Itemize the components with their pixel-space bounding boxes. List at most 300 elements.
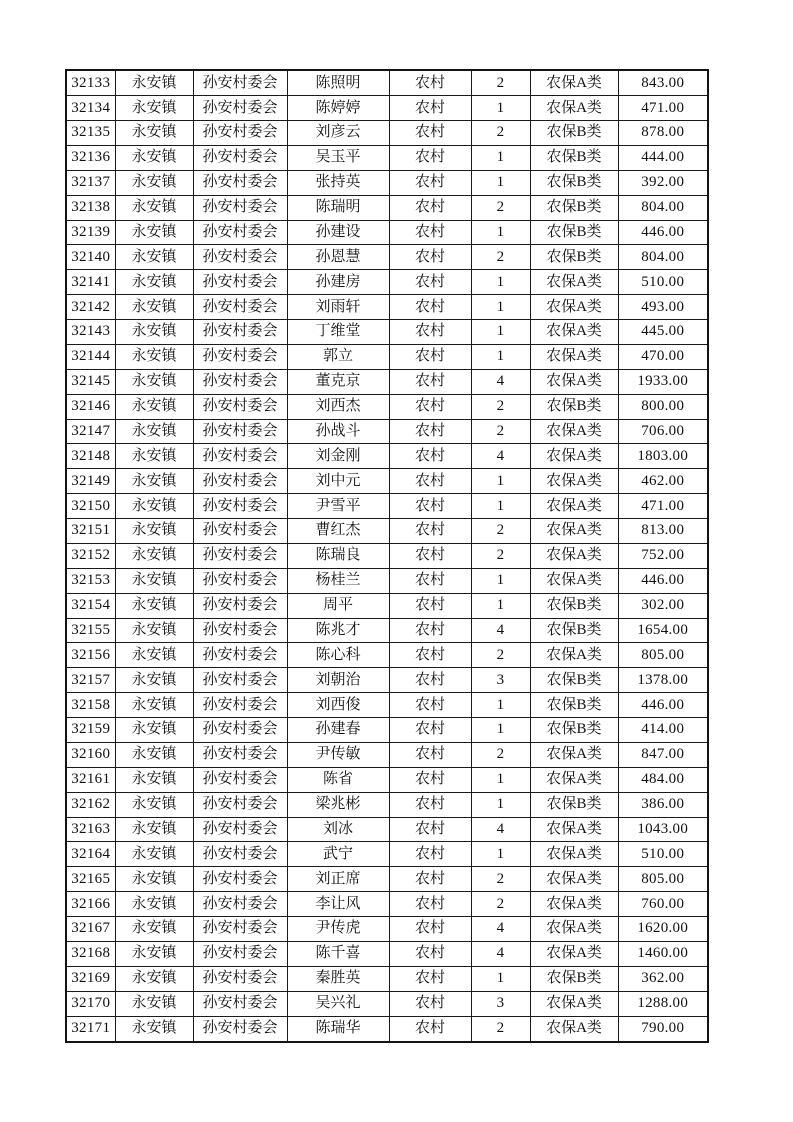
- cell-amount: 1803.00: [618, 444, 708, 469]
- cell-amount: 800.00: [618, 394, 708, 419]
- cell-person-count: 2: [471, 1016, 530, 1042]
- table-row: [66, 1016, 708, 1042]
- cell-record-id: 32154: [66, 593, 115, 618]
- cell-person-name: 周平: [287, 593, 389, 618]
- cell-record-id: 32168: [66, 941, 115, 966]
- cell-town: 永安镇: [115, 145, 193, 170]
- cell-insurance-category: 农保A类: [530, 419, 618, 444]
- cell-village-committee: 孙安村委会: [193, 270, 287, 295]
- cell-village-committee: 孙安村委会: [193, 96, 287, 121]
- cell-person-count: 1: [471, 966, 530, 991]
- cell-town: 永安镇: [115, 842, 193, 867]
- cell-record-id: 32133: [66, 70, 115, 96]
- cell-village-committee: 孙安村委会: [193, 867, 287, 892]
- cell-village-committee: 孙安村委会: [193, 643, 287, 668]
- cell-person-count: 1: [471, 693, 530, 718]
- table-row: [66, 941, 708, 966]
- cell-village-committee: 孙安村委会: [193, 742, 287, 767]
- cell-amount: 302.00: [618, 593, 708, 618]
- cell-residence-type: 农村: [389, 195, 471, 220]
- cell-person-name: 刘西杰: [287, 394, 389, 419]
- cell-town: 永安镇: [115, 917, 193, 942]
- cell-person-name: 陈省: [287, 767, 389, 792]
- cell-amount: 362.00: [618, 966, 708, 991]
- cell-amount: 462.00: [618, 469, 708, 494]
- cell-village-committee: 孙安村委会: [193, 344, 287, 369]
- cell-town: 永安镇: [115, 867, 193, 892]
- cell-person-count: 4: [471, 941, 530, 966]
- cell-person-count: 1: [471, 767, 530, 792]
- cell-insurance-category: 农保A类: [530, 494, 618, 519]
- cell-person-name: 孙建设: [287, 220, 389, 245]
- cell-record-id: 32136: [66, 145, 115, 170]
- cell-residence-type: 农村: [389, 991, 471, 1016]
- table-row: [66, 344, 708, 369]
- cell-town: 永安镇: [115, 245, 193, 270]
- cell-town: 永安镇: [115, 892, 193, 917]
- cell-person-count: 3: [471, 991, 530, 1016]
- cell-person-count: 1: [471, 320, 530, 345]
- cell-town: 永安镇: [115, 344, 193, 369]
- cell-village-committee: 孙安村委会: [193, 469, 287, 494]
- cell-residence-type: 农村: [389, 469, 471, 494]
- cell-residence-type: 农村: [389, 593, 471, 618]
- cell-town: 永安镇: [115, 70, 193, 96]
- table-row: [66, 991, 708, 1016]
- table-row: [66, 767, 708, 792]
- cell-person-count: 2: [471, 867, 530, 892]
- cell-insurance-category: 农保B类: [530, 593, 618, 618]
- cell-amount: 1378.00: [618, 668, 708, 693]
- cell-record-id: 32151: [66, 519, 115, 544]
- cell-insurance-category: 农保A类: [530, 270, 618, 295]
- cell-insurance-category: 农保A类: [530, 842, 618, 867]
- cell-town: 永安镇: [115, 220, 193, 245]
- cell-person-count: 2: [471, 195, 530, 220]
- cell-record-id: 32159: [66, 718, 115, 743]
- cell-insurance-category: 农保B类: [530, 220, 618, 245]
- cell-person-name: 陈心科: [287, 643, 389, 668]
- cell-record-id: 32158: [66, 693, 115, 718]
- cell-record-id: 32147: [66, 419, 115, 444]
- cell-insurance-category: 农保A类: [530, 568, 618, 593]
- cell-residence-type: 农村: [389, 320, 471, 345]
- cell-amount: 386.00: [618, 792, 708, 817]
- cell-village-committee: 孙安村委会: [193, 668, 287, 693]
- cell-town: 永安镇: [115, 668, 193, 693]
- cell-record-id: 32143: [66, 320, 115, 345]
- cell-village-committee: 孙安村委会: [193, 817, 287, 842]
- cell-person-name: 陈兆才: [287, 618, 389, 643]
- cell-person-count: 1: [471, 568, 530, 593]
- cell-amount: 471.00: [618, 494, 708, 519]
- cell-person-name: 陈婷婷: [287, 96, 389, 121]
- cell-village-committee: 孙安村委会: [193, 593, 287, 618]
- cell-village-committee: 孙安村委会: [193, 145, 287, 170]
- cell-amount: 470.00: [618, 344, 708, 369]
- cell-insurance-category: 农保A类: [530, 344, 618, 369]
- cell-town: 永安镇: [115, 618, 193, 643]
- cell-record-id: 32144: [66, 344, 115, 369]
- cell-village-committee: 孙安村委会: [193, 966, 287, 991]
- cell-residence-type: 农村: [389, 70, 471, 96]
- cell-town: 永安镇: [115, 121, 193, 146]
- cell-village-committee: 孙安村委会: [193, 892, 287, 917]
- table-row: [66, 693, 708, 718]
- cell-insurance-category: 农保A类: [530, 295, 618, 320]
- cell-village-committee: 孙安村委会: [193, 1016, 287, 1042]
- cell-amount: 813.00: [618, 519, 708, 544]
- cell-residence-type: 农村: [389, 618, 471, 643]
- cell-residence-type: 农村: [389, 543, 471, 568]
- cell-record-id: 32140: [66, 245, 115, 270]
- cell-amount: 510.00: [618, 270, 708, 295]
- cell-person-name: 刘雨轩: [287, 295, 389, 320]
- cell-village-committee: 孙安村委会: [193, 941, 287, 966]
- cell-village-committee: 孙安村委会: [193, 494, 287, 519]
- cell-town: 永安镇: [115, 519, 193, 544]
- table-row: [66, 917, 708, 942]
- cell-town: 永安镇: [115, 941, 193, 966]
- cell-amount: 1288.00: [618, 991, 708, 1016]
- cell-insurance-category: 农保A类: [530, 320, 618, 345]
- cell-town: 永安镇: [115, 369, 193, 394]
- cell-village-committee: 孙安村委会: [193, 245, 287, 270]
- cell-residence-type: 农村: [389, 718, 471, 743]
- cell-insurance-category: 农保B类: [530, 668, 618, 693]
- cell-residence-type: 农村: [389, 817, 471, 842]
- cell-insurance-category: 农保A类: [530, 70, 618, 96]
- cell-town: 永安镇: [115, 444, 193, 469]
- cell-residence-type: 农村: [389, 344, 471, 369]
- cell-person-count: 1: [471, 295, 530, 320]
- cell-village-committee: 孙安村委会: [193, 718, 287, 743]
- cell-amount: 790.00: [618, 1016, 708, 1042]
- cell-person-name: 秦胜英: [287, 966, 389, 991]
- cell-insurance-category: 农保A类: [530, 96, 618, 121]
- table-row: [66, 469, 708, 494]
- cell-residence-type: 农村: [389, 917, 471, 942]
- table-row: [66, 270, 708, 295]
- cell-insurance-category: 农保A类: [530, 742, 618, 767]
- cell-village-committee: 孙安村委会: [193, 195, 287, 220]
- cell-amount: 1933.00: [618, 369, 708, 394]
- cell-record-id: 32139: [66, 220, 115, 245]
- cell-person-name: 孙建房: [287, 270, 389, 295]
- cell-insurance-category: 农保B类: [530, 195, 618, 220]
- cell-person-count: 2: [471, 643, 530, 668]
- cell-person-count: 1: [471, 220, 530, 245]
- cell-person-name: 董克京: [287, 369, 389, 394]
- cell-person-count: 2: [471, 519, 530, 544]
- cell-person-count: 2: [471, 419, 530, 444]
- cell-town: 永安镇: [115, 568, 193, 593]
- cell-town: 永安镇: [115, 593, 193, 618]
- cell-record-id: 32135: [66, 121, 115, 146]
- table-row: [66, 70, 708, 96]
- cell-insurance-category: 农保B类: [530, 718, 618, 743]
- cell-insurance-category: 农保B类: [530, 618, 618, 643]
- cell-insurance-category: 农保A类: [530, 543, 618, 568]
- cell-person-name: 刘正席: [287, 867, 389, 892]
- table-row: [66, 842, 708, 867]
- cell-person-count: 1: [471, 96, 530, 121]
- cell-amount: 805.00: [618, 643, 708, 668]
- cell-person-name: 李让风: [287, 892, 389, 917]
- cell-record-id: 32153: [66, 568, 115, 593]
- cell-record-id: 32170: [66, 991, 115, 1016]
- cell-town: 永安镇: [115, 469, 193, 494]
- table-row: [66, 742, 708, 767]
- cell-person-count: 1: [471, 842, 530, 867]
- cell-record-id: 32145: [66, 369, 115, 394]
- cell-insurance-category: 农保A类: [530, 519, 618, 544]
- cell-residence-type: 农村: [389, 767, 471, 792]
- table-row: [66, 170, 708, 195]
- cell-town: 永安镇: [115, 1016, 193, 1042]
- cell-insurance-category: 农保B类: [530, 170, 618, 195]
- cell-amount: 444.00: [618, 145, 708, 170]
- cell-village-committee: 孙安村委会: [193, 170, 287, 195]
- cell-insurance-category: 农保A类: [530, 444, 618, 469]
- cell-residence-type: 农村: [389, 419, 471, 444]
- cell-record-id: 32134: [66, 96, 115, 121]
- cell-residence-type: 农村: [389, 494, 471, 519]
- cell-record-id: 32152: [66, 543, 115, 568]
- cell-person-count: 1: [471, 344, 530, 369]
- table-row: [66, 419, 708, 444]
- cell-person-name: 孙战斗: [287, 419, 389, 444]
- cell-residence-type: 农村: [389, 145, 471, 170]
- cell-village-committee: 孙安村委会: [193, 842, 287, 867]
- cell-village-committee: 孙安村委会: [193, 568, 287, 593]
- cell-person-count: 3: [471, 668, 530, 693]
- cell-person-count: 2: [471, 543, 530, 568]
- cell-village-committee: 孙安村委会: [193, 519, 287, 544]
- cell-town: 永安镇: [115, 966, 193, 991]
- cell-amount: 804.00: [618, 195, 708, 220]
- cell-person-count: 2: [471, 70, 530, 96]
- cell-record-id: 32157: [66, 668, 115, 693]
- cell-person-count: 4: [471, 817, 530, 842]
- table-row: [66, 892, 708, 917]
- cell-amount: 878.00: [618, 121, 708, 146]
- cell-record-id: 32138: [66, 195, 115, 220]
- cell-person-count: 1: [471, 469, 530, 494]
- cell-amount: 446.00: [618, 568, 708, 593]
- cell-village-committee: 孙安村委会: [193, 369, 287, 394]
- cell-village-committee: 孙安村委会: [193, 618, 287, 643]
- table-row: [66, 121, 708, 146]
- cell-amount: 805.00: [618, 867, 708, 892]
- table-row: [66, 394, 708, 419]
- cell-person-name: 丁维堂: [287, 320, 389, 345]
- cell-village-committee: 孙安村委会: [193, 991, 287, 1016]
- table-row: [66, 792, 708, 817]
- cell-town: 永安镇: [115, 742, 193, 767]
- cell-insurance-category: 农保B类: [530, 245, 618, 270]
- cell-residence-type: 农村: [389, 96, 471, 121]
- cell-record-id: 32162: [66, 792, 115, 817]
- cell-record-id: 32148: [66, 444, 115, 469]
- cell-person-name: 刘朝治: [287, 668, 389, 693]
- cell-person-count: 2: [471, 394, 530, 419]
- cell-town: 永安镇: [115, 270, 193, 295]
- table-row: [66, 220, 708, 245]
- cell-residence-type: 农村: [389, 295, 471, 320]
- cell-residence-type: 农村: [389, 220, 471, 245]
- cell-insurance-category: 农保A类: [530, 941, 618, 966]
- table-row: [66, 817, 708, 842]
- cell-town: 永安镇: [115, 991, 193, 1016]
- table-row: [66, 643, 708, 668]
- cell-residence-type: 农村: [389, 867, 471, 892]
- cell-residence-type: 农村: [389, 693, 471, 718]
- cell-insurance-category: 农保B类: [530, 693, 618, 718]
- cell-record-id: 32163: [66, 817, 115, 842]
- cell-record-id: 32137: [66, 170, 115, 195]
- cell-person-name: 吴玉平: [287, 145, 389, 170]
- cell-town: 永安镇: [115, 295, 193, 320]
- cell-village-committee: 孙安村委会: [193, 767, 287, 792]
- cell-person-count: 4: [471, 444, 530, 469]
- cell-town: 永安镇: [115, 543, 193, 568]
- cell-amount: 1620.00: [618, 917, 708, 942]
- cell-amount: 510.00: [618, 842, 708, 867]
- cell-village-committee: 孙安村委会: [193, 792, 287, 817]
- table-row: [66, 593, 708, 618]
- cell-insurance-category: 农保B类: [530, 121, 618, 146]
- cell-village-committee: 孙安村委会: [193, 295, 287, 320]
- cell-record-id: 32160: [66, 742, 115, 767]
- cell-record-id: 32155: [66, 618, 115, 643]
- cell-record-id: 32165: [66, 867, 115, 892]
- cell-amount: 843.00: [618, 70, 708, 96]
- table-row: [66, 295, 708, 320]
- table-row: [66, 369, 708, 394]
- cell-amount: 392.00: [618, 170, 708, 195]
- cell-amount: 706.00: [618, 419, 708, 444]
- cell-record-id: 32164: [66, 842, 115, 867]
- cell-residence-type: 农村: [389, 568, 471, 593]
- cell-insurance-category: 农保A类: [530, 867, 618, 892]
- cell-person-count: 2: [471, 742, 530, 767]
- cell-town: 永安镇: [115, 170, 193, 195]
- cell-person-count: 1: [471, 593, 530, 618]
- cell-person-count: 4: [471, 369, 530, 394]
- cell-person-count: 1: [471, 792, 530, 817]
- cell-village-committee: 孙安村委会: [193, 543, 287, 568]
- cell-village-committee: 孙安村委会: [193, 70, 287, 96]
- cell-amount: 804.00: [618, 245, 708, 270]
- cell-residence-type: 农村: [389, 643, 471, 668]
- cell-residence-type: 农村: [389, 245, 471, 270]
- cell-person-name: 陈千喜: [287, 941, 389, 966]
- cell-insurance-category: 农保A类: [530, 1016, 618, 1042]
- cell-village-committee: 孙安村委会: [193, 444, 287, 469]
- cell-person-name: 刘冰: [287, 817, 389, 842]
- cell-town: 永安镇: [115, 792, 193, 817]
- table-row: [66, 245, 708, 270]
- cell-person-name: 杨桂兰: [287, 568, 389, 593]
- cell-insurance-category: 农保A类: [530, 917, 618, 942]
- cell-residence-type: 农村: [389, 170, 471, 195]
- cell-person-name: 曹红杰: [287, 519, 389, 544]
- cell-residence-type: 农村: [389, 742, 471, 767]
- cell-residence-type: 农村: [389, 966, 471, 991]
- cell-insurance-category: 农保B类: [530, 145, 618, 170]
- cell-town: 永安镇: [115, 195, 193, 220]
- cell-record-id: 32166: [66, 892, 115, 917]
- cell-town: 永安镇: [115, 718, 193, 743]
- cell-amount: 484.00: [618, 767, 708, 792]
- table-row: [66, 195, 708, 220]
- table-row: [66, 444, 708, 469]
- cell-person-name: 陈瑞华: [287, 1016, 389, 1042]
- cell-amount: 493.00: [618, 295, 708, 320]
- cell-person-count: 1: [471, 170, 530, 195]
- table-row: [66, 96, 708, 121]
- cell-village-committee: 孙安村委会: [193, 917, 287, 942]
- table-row: [66, 966, 708, 991]
- cell-insurance-category: 农保A类: [530, 469, 618, 494]
- cell-residence-type: 农村: [389, 519, 471, 544]
- cell-town: 永安镇: [115, 320, 193, 345]
- cell-amount: 1654.00: [618, 618, 708, 643]
- cell-amount: 414.00: [618, 718, 708, 743]
- table-row: [66, 519, 708, 544]
- cell-record-id: 32171: [66, 1016, 115, 1042]
- cell-town: 永安镇: [115, 394, 193, 419]
- cell-person-name: 刘彦云: [287, 121, 389, 146]
- cell-amount: 446.00: [618, 693, 708, 718]
- table-row: [66, 494, 708, 519]
- cell-residence-type: 农村: [389, 892, 471, 917]
- cell-residence-type: 农村: [389, 941, 471, 966]
- cell-town: 永安镇: [115, 767, 193, 792]
- cell-town: 永安镇: [115, 643, 193, 668]
- cell-person-count: 1: [471, 145, 530, 170]
- cell-person-name: 梁兆彬: [287, 792, 389, 817]
- table-row: [66, 543, 708, 568]
- table-row: [66, 320, 708, 345]
- cell-town: 永安镇: [115, 494, 193, 519]
- cell-person-name: 郭立: [287, 344, 389, 369]
- cell-residence-type: 农村: [389, 668, 471, 693]
- cell-insurance-category: 农保A类: [530, 767, 618, 792]
- cell-amount: 446.00: [618, 220, 708, 245]
- cell-amount: 760.00: [618, 892, 708, 917]
- cell-record-id: 32156: [66, 643, 115, 668]
- cell-person-count: 1: [471, 270, 530, 295]
- cell-person-name: 孙恩慧: [287, 245, 389, 270]
- cell-residence-type: 农村: [389, 842, 471, 867]
- cell-residence-type: 农村: [389, 270, 471, 295]
- cell-record-id: 32141: [66, 270, 115, 295]
- cell-person-count: 2: [471, 245, 530, 270]
- cell-town: 永安镇: [115, 419, 193, 444]
- cell-insurance-category: 农保A类: [530, 817, 618, 842]
- cell-village-committee: 孙安村委会: [193, 320, 287, 345]
- cell-record-id: 32161: [66, 767, 115, 792]
- cell-village-committee: 孙安村委会: [193, 394, 287, 419]
- cell-town: 永安镇: [115, 817, 193, 842]
- cell-person-name: 武宁: [287, 842, 389, 867]
- cell-town: 永安镇: [115, 693, 193, 718]
- cell-residence-type: 农村: [389, 792, 471, 817]
- cell-person-count: 4: [471, 618, 530, 643]
- cell-residence-type: 农村: [389, 121, 471, 146]
